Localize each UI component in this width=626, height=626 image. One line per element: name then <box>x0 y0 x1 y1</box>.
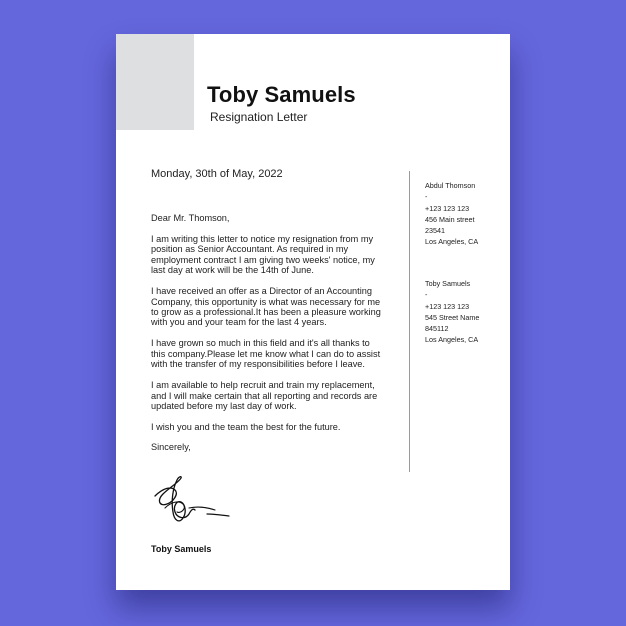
recipient-name: Abdul Thomson <box>425 181 476 190</box>
letter-greeting: Dear Mr. Thomson, <box>151 213 230 223</box>
sender-phone: +123 123 123 <box>425 301 470 311</box>
recipient-zip: 23541 <box>425 226 445 236</box>
recipient-separator: - <box>425 192 428 202</box>
letter-paragraph: I have received an offer as a Director of an Accounting Company, this opportunity is what was necessary for me to grow as a professional.It has been a pleasure working with you and your team for the last 4 years. <box>151 286 381 328</box>
sender-zip: 845112 <box>425 324 449 334</box>
column-divider <box>409 171 410 472</box>
sender-name-heading: Toby Samuels <box>207 82 356 107</box>
letter-date: Monday, 30th of May, 2022 <box>151 168 283 180</box>
document-subtitle: Resignation Letter <box>210 110 308 124</box>
signer-name: Toby Samuels <box>151 544 212 554</box>
sender-separator: - <box>425 290 428 300</box>
signature-image <box>149 474 235 534</box>
recipient-phone: +123 123 123 <box>425 203 470 213</box>
sender-street: 545 Street Name <box>425 312 480 322</box>
recipient-city: Los Angeles, CA <box>425 237 479 247</box>
sender-city: Los Angeles, CA <box>425 335 479 345</box>
letter-body <box>151 213 386 443</box>
letter-paragraph: I am writing this letter to notice my resignation from my position as Senior Accountant. As required in my employment contract I am giving two weeks' notice, my last day at work will be the 14th of June. <box>151 234 375 276</box>
recipient-contact-block <box>425 180 478 248</box>
recipient-street: 456 Main street <box>425 214 475 224</box>
sign-off: Sincerely, <box>151 442 191 452</box>
photo-placeholder <box>116 34 194 130</box>
sender-contact-block <box>425 278 479 346</box>
letter-page <box>116 34 510 590</box>
letter-paragraph: I am available to help recruit and train my replacement, and I will make certain that all reporting and records are updated before my last day of work. <box>151 380 378 412</box>
sender-name: Toby Samuels <box>425 279 471 288</box>
letter-paragraph: I have grown so much in this field and it's all thanks to this company.Please let me know what I can do to assist with the transfer of my responsibilities before I leave. <box>151 338 381 370</box>
letter-paragraph: I wish you and the team the best for the future. <box>151 422 341 433</box>
